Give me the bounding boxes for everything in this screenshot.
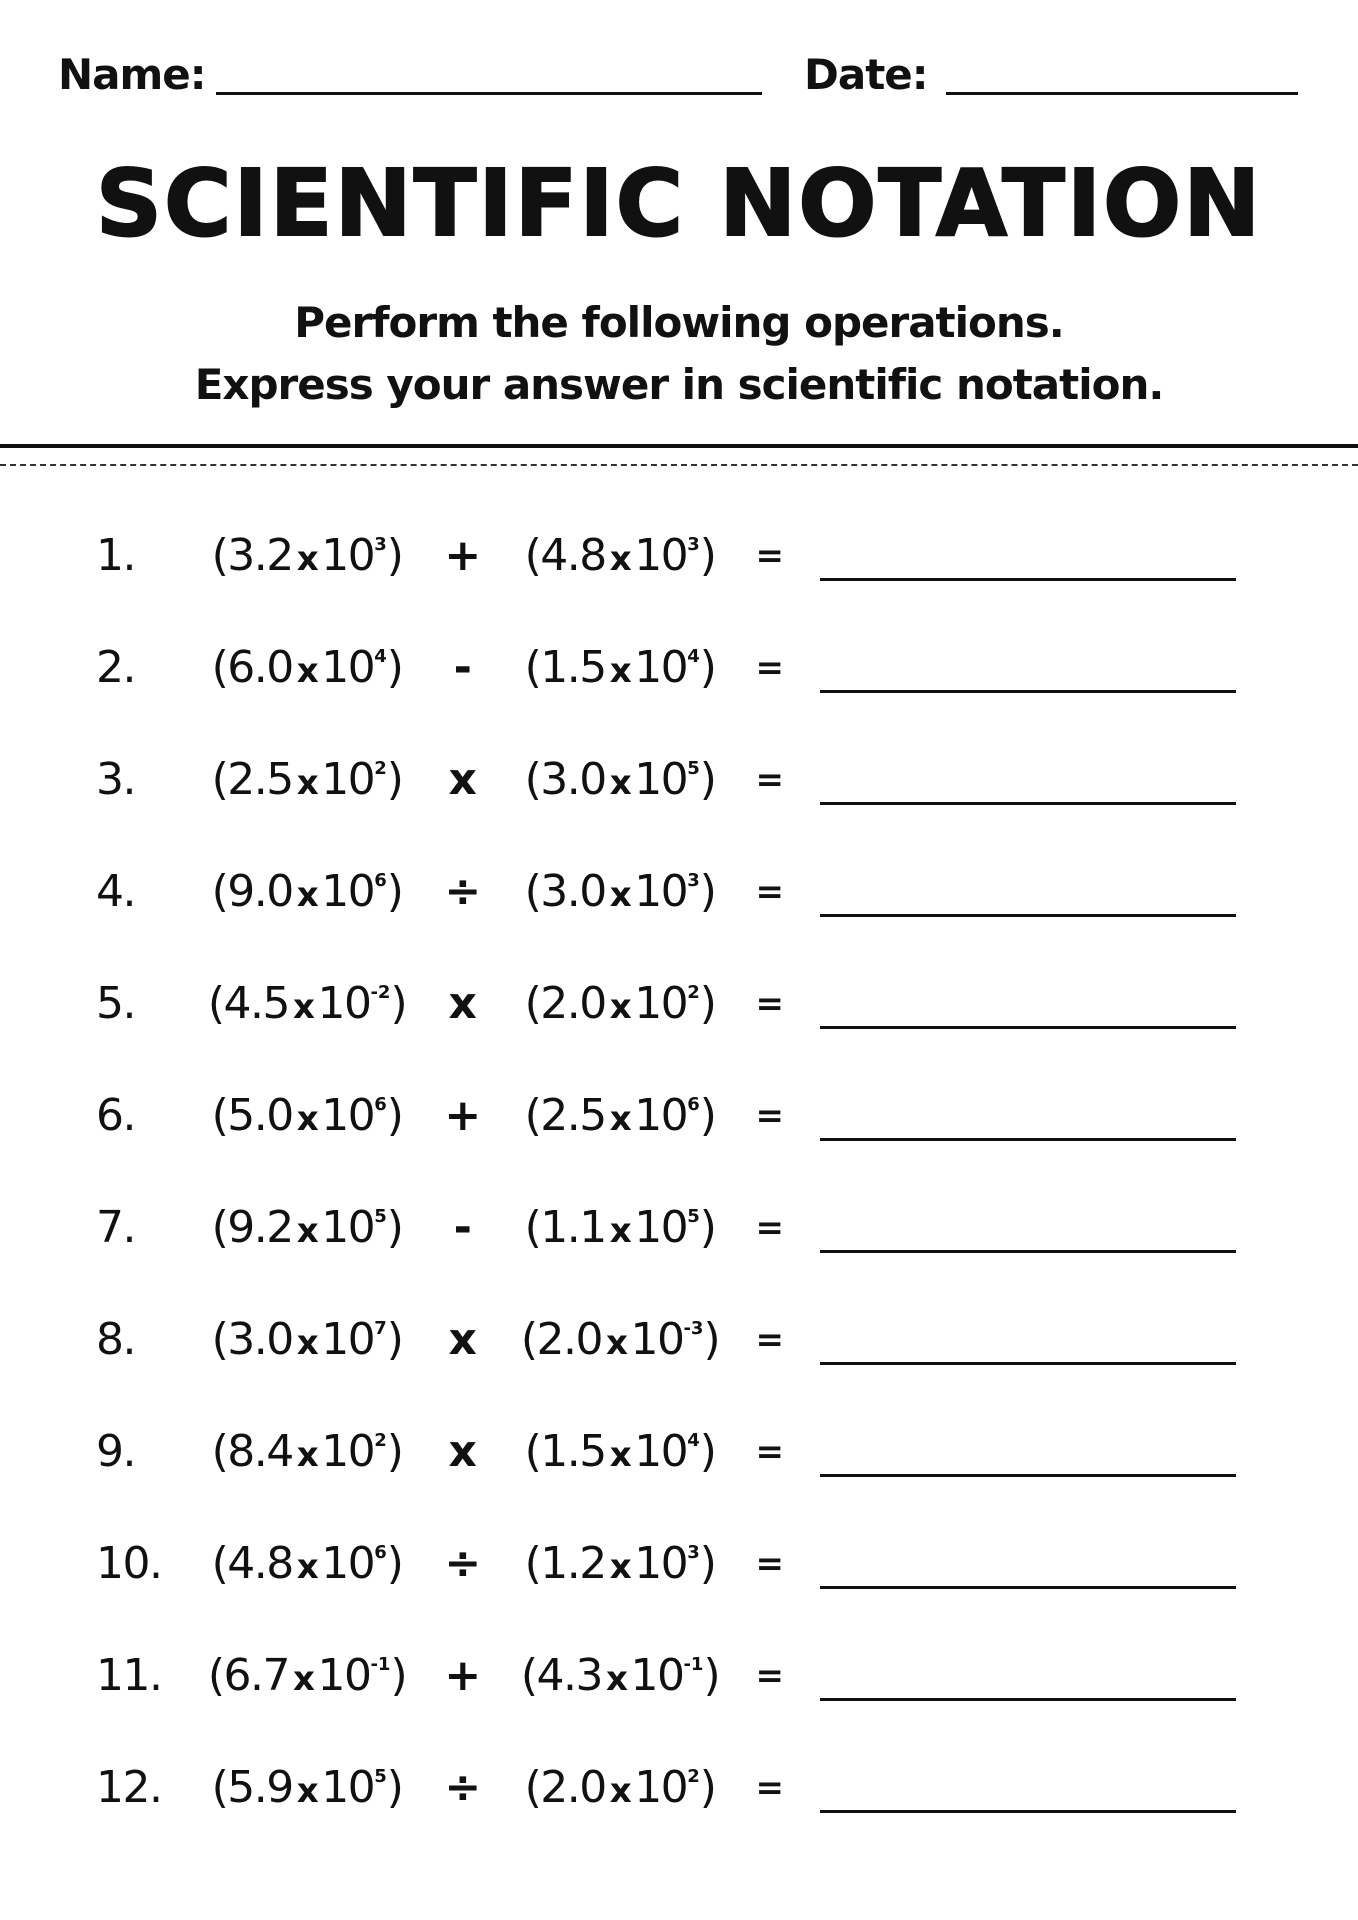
problem-row	[0, 1060, 1358, 1172]
equals-sign: =	[755, 1096, 783, 1136]
problem-row	[0, 1172, 1358, 1284]
coefficient: 4.8	[540, 530, 606, 581]
term-b: (1.5 $x10^4$)	[524, 1426, 716, 1477]
problem-row	[0, 500, 1358, 612]
coefficient: 3.2	[227, 530, 293, 581]
coefficient: 1.1	[540, 1202, 606, 1253]
equals-sign: =	[755, 984, 783, 1024]
base: 10	[634, 1202, 688, 1253]
answer-field[interactable]	[820, 1698, 1236, 1701]
exponent: 3	[687, 1542, 700, 1563]
answer-field[interactable]	[820, 1810, 1236, 1813]
coefficient: 4.5	[223, 978, 290, 1029]
term-a: (5.0 $x10^6$)	[211, 1090, 403, 1141]
problem-row	[0, 1732, 1358, 1844]
problem-number: 6.	[96, 1090, 135, 1141]
problem-row	[0, 836, 1358, 948]
exponent: 6	[374, 1542, 387, 1563]
answer-field[interactable]	[820, 914, 1236, 917]
problem-number: 9.	[96, 1426, 135, 1477]
equals-sign: =	[755, 1320, 783, 1360]
coefficient: 3.0	[540, 866, 606, 917]
term-a: (5.9 $x10^5$)	[211, 1762, 403, 1813]
operator: ÷	[444, 866, 480, 917]
exponent: 2	[374, 1430, 387, 1451]
answer-field[interactable]	[820, 802, 1236, 805]
term-b: (2.0 $x10^{-3}$)	[520, 1314, 720, 1365]
term-b: (4.8 $x10^3$)	[524, 530, 716, 581]
problem-list	[0, 500, 1358, 1844]
exponent: 3	[687, 870, 700, 891]
exponent: 7	[374, 1318, 387, 1339]
operator: -	[453, 642, 471, 693]
times-sign: x	[296, 1547, 318, 1587]
base: 10	[317, 978, 371, 1029]
operator: +	[444, 1090, 480, 1141]
coefficient: 1.5	[540, 1426, 606, 1477]
operator: ÷	[444, 1538, 480, 1589]
base: 10	[634, 1762, 688, 1813]
problem-row	[0, 948, 1358, 1060]
equals-sign: =	[755, 1544, 783, 1584]
coefficient: 4.8	[227, 1538, 293, 1589]
equals-sign: =	[755, 536, 783, 576]
equals-sign: =	[755, 1208, 783, 1248]
term-b: (1.5 $x10^4$)	[524, 642, 716, 693]
exponent: 5	[374, 1766, 387, 1787]
term-a: (8.4 $x10^2$)	[211, 1426, 403, 1477]
answer-field[interactable]	[820, 690, 1236, 693]
times-sign: x	[609, 1211, 631, 1251]
coefficient: 5.9	[227, 1762, 293, 1813]
exponent: 4	[687, 646, 700, 667]
base: 10	[321, 1314, 375, 1365]
divider-dashed	[0, 464, 1358, 466]
times-sign: x	[609, 763, 631, 803]
times-sign: x	[609, 987, 631, 1027]
base: 10	[630, 1650, 684, 1701]
times-sign: x	[293, 987, 314, 1027]
times-sign: x	[609, 1435, 631, 1475]
base: 10	[317, 1650, 371, 1701]
problem-row	[0, 1284, 1358, 1396]
term-a: (3.2 $x10^3$)	[211, 530, 403, 581]
base: 10	[634, 866, 688, 917]
coefficient: 8.4	[227, 1426, 293, 1477]
operator: x	[448, 978, 476, 1029]
answer-field[interactable]	[820, 1026, 1236, 1029]
coefficient: 3.0	[227, 1314, 293, 1365]
coefficient: 2.5	[540, 1090, 606, 1141]
exponent: -1	[370, 1654, 391, 1675]
answer-field[interactable]	[820, 1362, 1236, 1365]
divider-solid	[0, 444, 1358, 448]
term-a: (4.8 $x10^6$)	[211, 1538, 403, 1589]
times-sign: x	[296, 1099, 318, 1139]
base: 10	[321, 754, 375, 805]
equals-sign: =	[755, 1656, 783, 1696]
exponent: 5	[374, 1206, 387, 1227]
answer-field[interactable]	[820, 1250, 1236, 1253]
date-field[interactable]	[946, 92, 1298, 95]
term-a: (9.0 $x10^6$)	[211, 866, 403, 917]
term-b: (2.0 $x10^2$)	[524, 1762, 716, 1813]
exponent: 6	[374, 870, 387, 891]
problem-number: 11.	[96, 1650, 162, 1701]
times-sign: x	[296, 539, 318, 579]
equals-sign: =	[755, 648, 783, 688]
exponent: -2	[370, 982, 391, 1003]
coefficient: 4.3	[536, 1650, 603, 1701]
base: 10	[321, 1202, 375, 1253]
equals-sign: =	[755, 872, 783, 912]
instruction-line-1: Perform the following operations.	[294, 298, 1064, 347]
term-b: (3.0 $x10^5$)	[524, 754, 716, 805]
operator: x	[448, 1426, 476, 1477]
name-field[interactable]	[216, 92, 762, 95]
base: 10	[630, 1314, 684, 1365]
coefficient: 2.0	[540, 1762, 606, 1813]
term-a: (2.5 $x10^2$)	[211, 754, 403, 805]
term-b: (1.1 $x10^5$)	[524, 1202, 716, 1253]
times-sign: x	[296, 1211, 318, 1251]
exponent: -1	[683, 1654, 704, 1675]
name-date-row	[58, 46, 1298, 106]
problem-row	[0, 724, 1358, 836]
times-sign: x	[606, 1659, 627, 1699]
term-a: (4.5 $x10^{-2}$)	[207, 978, 407, 1029]
term-b: (2.0 $x10^2$)	[524, 978, 716, 1029]
instructions	[0, 292, 1358, 416]
term-b: (1.2 $x10^3$)	[524, 1538, 716, 1589]
answer-field[interactable]	[820, 1586, 1236, 1589]
times-sign: x	[606, 1323, 627, 1363]
problem-number: 4.	[96, 866, 135, 917]
coefficient: 5.0	[227, 1090, 293, 1141]
name-label: Name:	[58, 50, 206, 99]
problem-number: 1.	[96, 530, 135, 581]
coefficient: 1.5	[540, 642, 606, 693]
exponent: 3	[687, 534, 700, 555]
operator: -	[453, 1202, 471, 1253]
problem-number: 7.	[96, 1202, 135, 1253]
term-a: (3.0 $x10^7$)	[211, 1314, 403, 1365]
times-sign: x	[296, 1435, 318, 1475]
problem-number: 5.	[96, 978, 135, 1029]
coefficient: 3.0	[540, 754, 606, 805]
answer-field[interactable]	[820, 1138, 1236, 1141]
coefficient: 1.2	[540, 1538, 606, 1589]
times-sign: x	[296, 651, 318, 691]
times-sign: x	[609, 1771, 631, 1811]
times-sign: x	[296, 875, 318, 915]
base: 10	[321, 1426, 375, 1477]
exponent: 4	[687, 1430, 700, 1451]
coefficient: 9.2	[227, 1202, 293, 1253]
times-sign: x	[296, 763, 318, 803]
equals-sign: =	[755, 1432, 783, 1472]
coefficient: 9.0	[227, 866, 293, 917]
times-sign: x	[609, 651, 631, 691]
operator: ÷	[444, 1762, 480, 1813]
problem-row	[0, 1508, 1358, 1620]
operator: x	[448, 1314, 476, 1365]
times-sign: x	[609, 875, 631, 915]
operator: +	[444, 1650, 480, 1701]
exponent: 5	[687, 1206, 700, 1227]
answer-field[interactable]	[820, 1474, 1236, 1477]
base: 10	[634, 530, 688, 581]
base: 10	[634, 1426, 688, 1477]
base: 10	[634, 754, 688, 805]
times-sign: x	[609, 539, 631, 579]
operator: +	[444, 530, 480, 581]
term-a: (6.7 $x10^{-1}$)	[207, 1650, 407, 1701]
times-sign: x	[296, 1323, 318, 1363]
problem-number: 2.	[96, 642, 135, 693]
equals-sign: =	[755, 760, 783, 800]
base: 10	[321, 530, 375, 581]
base: 10	[321, 866, 375, 917]
problem-row	[0, 612, 1358, 724]
exponent: 2	[374, 758, 387, 779]
problem-number: 12.	[96, 1762, 162, 1813]
exponent: 3	[374, 534, 387, 555]
problem-number: 8.	[96, 1314, 135, 1365]
operator: x	[448, 754, 476, 805]
term-a: (9.2 $x10^5$)	[211, 1202, 403, 1253]
coefficient: 6.7	[223, 1650, 290, 1701]
worksheet-title: SCIENTIFIC NOTATION	[95, 150, 1263, 257]
exponent: 6	[374, 1094, 387, 1115]
term-b: (4.3 $x10^{-1}$)	[520, 1650, 720, 1701]
base: 10	[321, 642, 375, 693]
exponent: 2	[687, 1766, 700, 1787]
base: 10	[321, 1762, 375, 1813]
problem-row	[0, 1396, 1358, 1508]
coefficient: 2.0	[536, 1314, 603, 1365]
problem-row	[0, 1620, 1358, 1732]
exponent: 5	[687, 758, 700, 779]
exponent: -3	[683, 1318, 704, 1339]
term-b: (2.5 $x10^6$)	[524, 1090, 716, 1141]
answer-field[interactable]	[820, 578, 1236, 581]
base: 10	[634, 1538, 688, 1589]
date-label: Date:	[804, 50, 928, 99]
instruction-line-2: Express your answer in scientific notation.	[194, 360, 1164, 409]
equals-sign: =	[755, 1768, 783, 1808]
times-sign: x	[296, 1771, 318, 1811]
coefficient: 2.0	[540, 978, 606, 1029]
exponent: 4	[374, 646, 387, 667]
exponent: 6	[687, 1094, 700, 1115]
exponent: 2	[687, 982, 700, 1003]
times-sign: x	[609, 1547, 631, 1587]
base: 10	[634, 978, 688, 1029]
base: 10	[321, 1538, 375, 1589]
coefficient: 2.5	[227, 754, 293, 805]
times-sign: x	[293, 1659, 314, 1699]
base: 10	[634, 642, 688, 693]
base: 10	[321, 1090, 375, 1141]
coefficient: 6.0	[227, 642, 293, 693]
term-a: (6.0 $x10^4$)	[211, 642, 403, 693]
problem-number: 3.	[96, 754, 135, 805]
times-sign: x	[609, 1099, 631, 1139]
base: 10	[634, 1090, 688, 1141]
problem-number: 10.	[96, 1538, 162, 1589]
term-b: (3.0 $x10^3$)	[524, 866, 716, 917]
